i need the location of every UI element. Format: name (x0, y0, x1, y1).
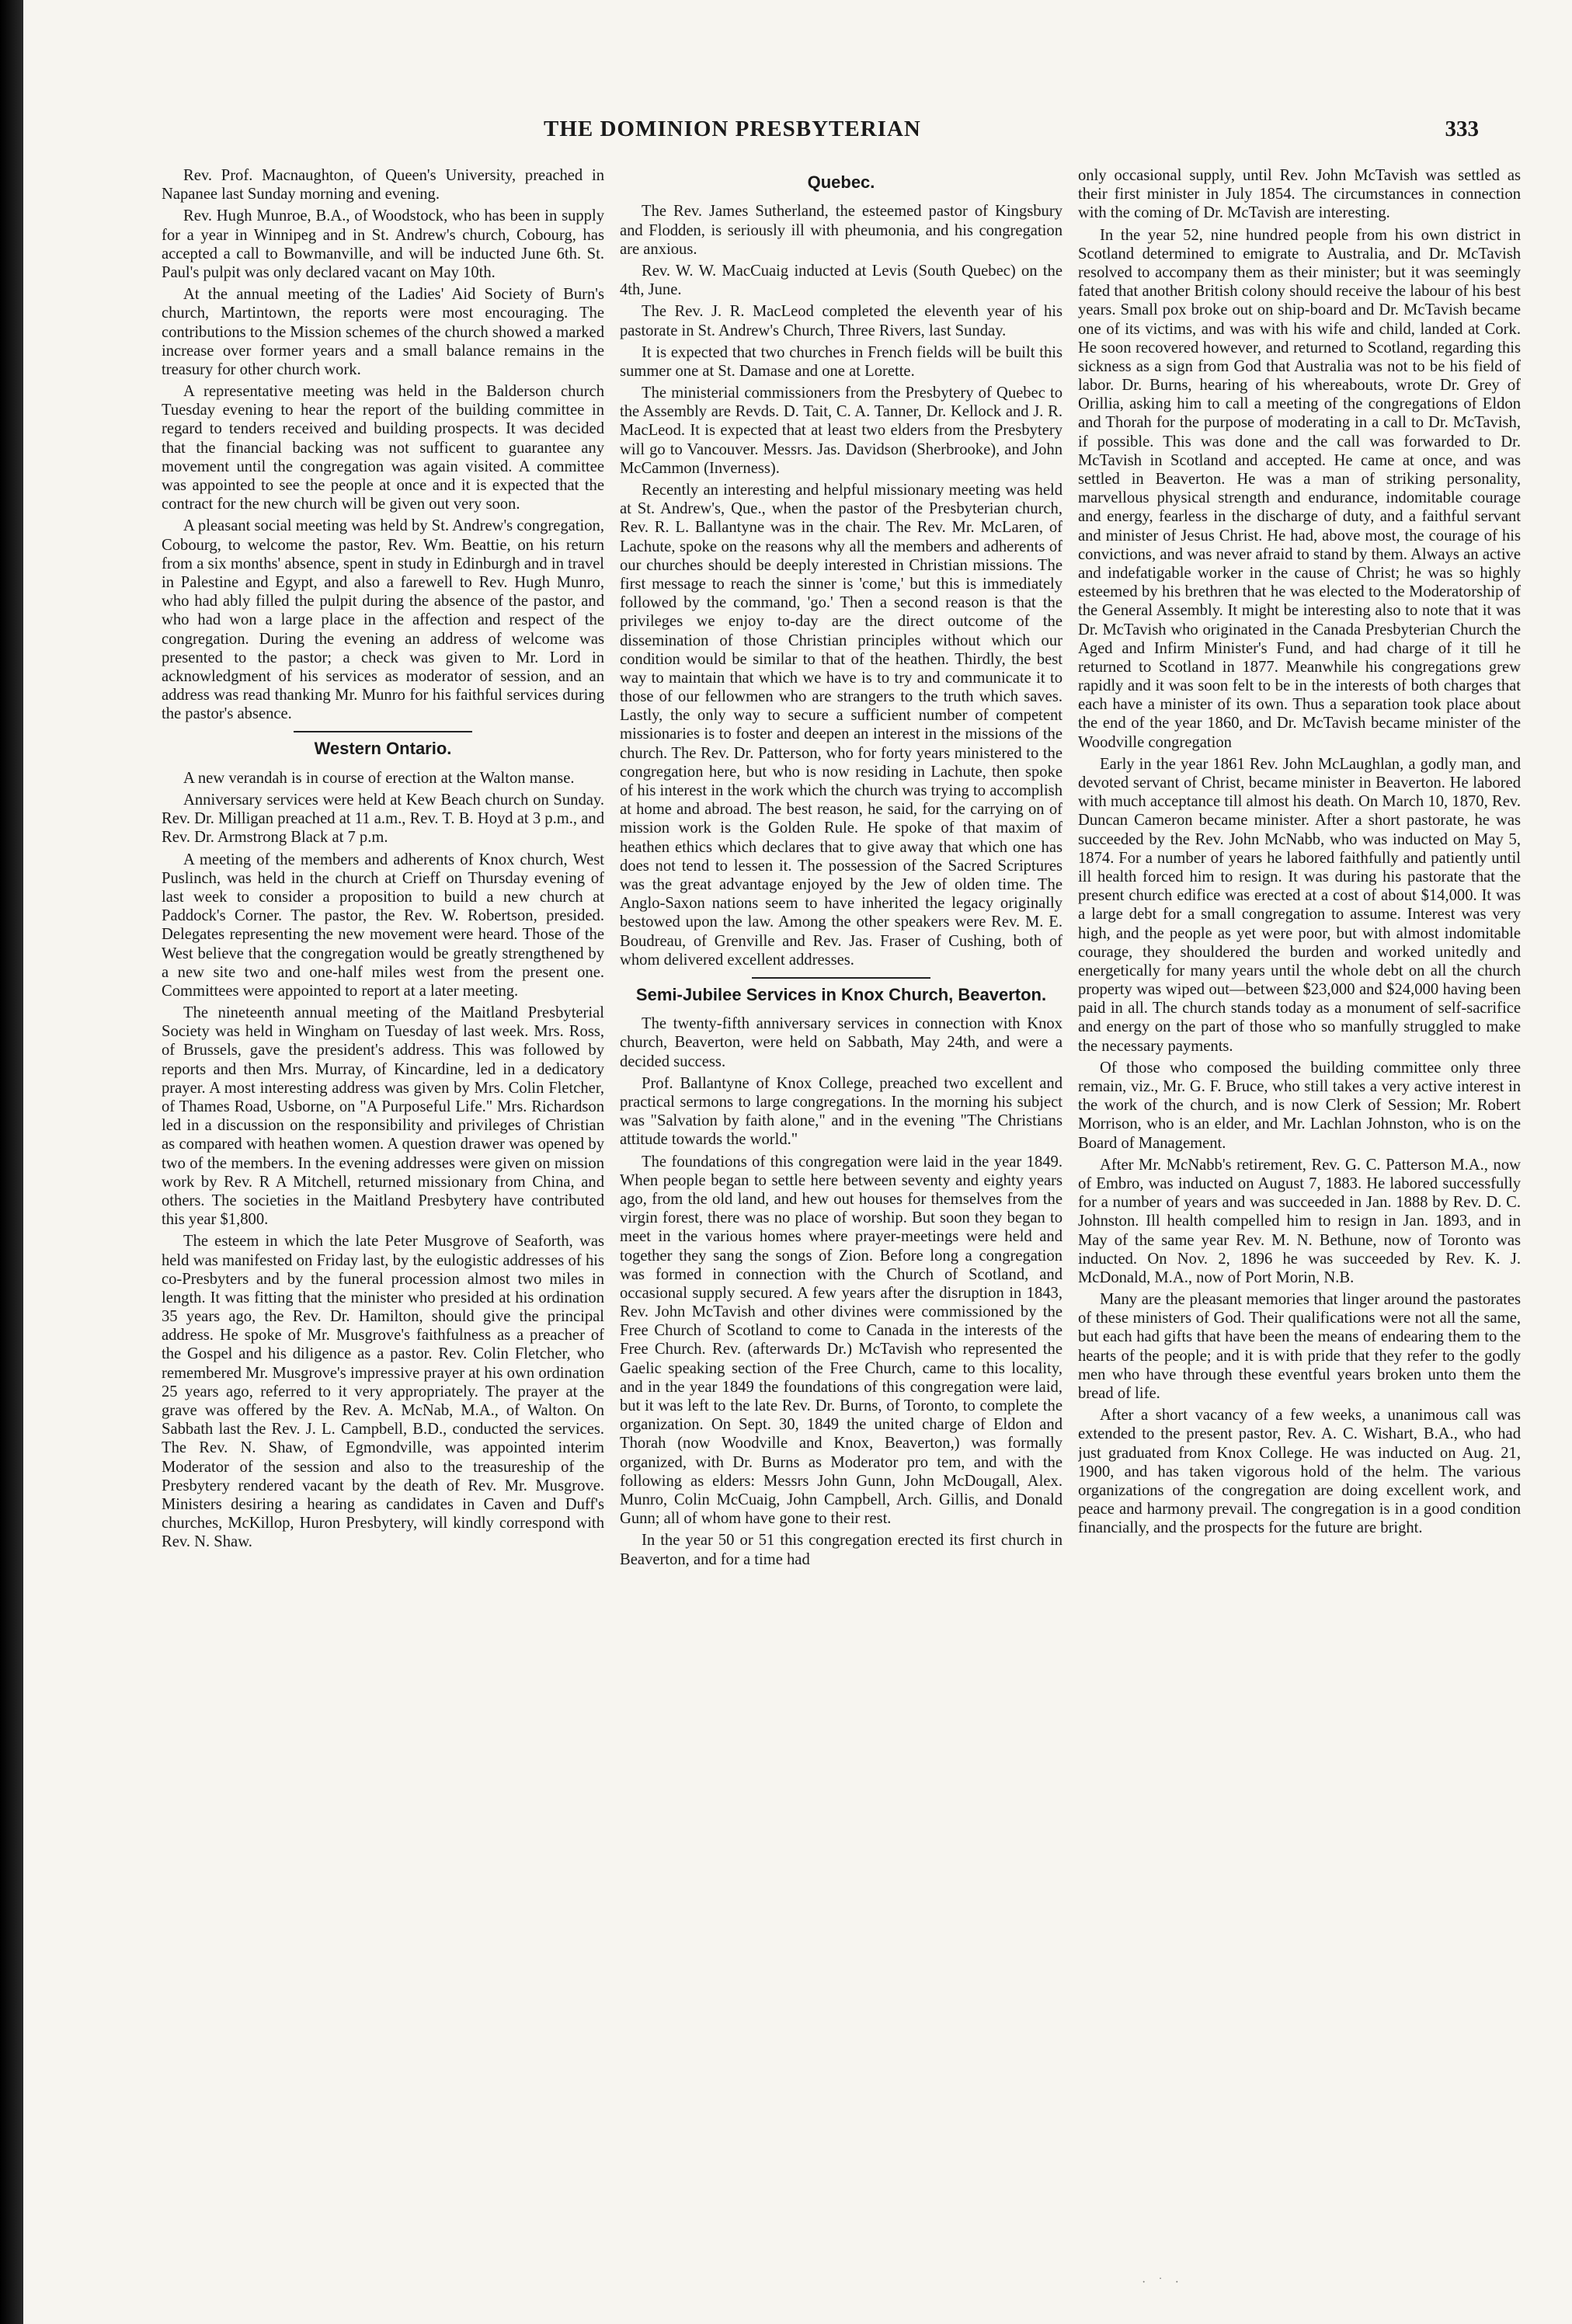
scan-left-edge (0, 0, 23, 2324)
article-paragraph: Rev. W. W. MacCuaig inducted at Levis (South Quebec) on the 4th, June. (620, 262, 1062, 299)
article-paragraph: At the annual meeting of the Ladies' Aid Society of Burn's church, Martintown, the reports were most encouraging. The contributions to the Mission schemes of the church showed a marked increase over former years and a small balance remains in the treasury for other church work. (162, 286, 604, 378)
article-paragraph: In the year 52, nine hundred people from his own district in Scotland determined to emigrate to Australia, and Dr. McTavish resolved to accompany them as their minister; but it was seemingly fated that another British colony should receive the labour of his best years. Small pox broke out on ship-board and Dr. McTavish became one of its victims, and was with his wife and child, landed at Cork. He soon recovered however, and returned to Scotland, regarding this sickness as a sign from God that Australia was not to be his field of labor. Dr. Burns, hearing of his whereabouts, wrote Dr. Grey of Orillia, asking him to call a meeting of the congregations of Eldon and Thorah for the purpose of moderating in a call to Dr. McTavish, if possible. This was done and the call was forwarded to Dr. McTavish in Scotland and accepted. He came at once, and was settled in Beaverton. He was a man of striking personality, marvellous physical strength and endurance, indomitable courage and energy, fearless in the discharge of duty, and a faithful servant and minister of Jesus Christ. He had, above most, the courage of his convictions, and was never afraid to stand by them. Always an active and indefatigable worker in the cause of Christ; he was so highly esteemed by his brethren that he was elected to the Moderatorship of the General Assembly. It might be interesting also to note that it was Dr. McTavish who originated in the Canada Presbyterian Church the Aged and Infirm Minister's Fund, and had charge of it till he returned to Scotland in 1877. Meanwhile his congregations grew rapidly and it was soon felt to be in the interests of both charges that each have a minister of its own. Thus a separation took place about the end of the year 1860, and Dr. McTavish became minister of the Woodville congregation (1078, 226, 1521, 751)
article-paragraph: A representative meeting was held in the Balderson church Tuesday evening to hear the report of the building committee in regard to tenders received and building prospects. It was decided that the financial backing was not sufficent to guarantee any movement until the congregation was again visited. A committee was appointed to see the people at once and it is expected that the contract for the new church will be given out very soon. (162, 383, 604, 513)
article-paragraph: After a short vacancy of a few weeks, a unanimous call was extended to the present pastor, Rev. A. C. Wishart, B.A., who had just graduated from Knox College. He was inducted on Aug. 21, 1900, and has taken vigorous hold of the helm. The various organizations of the congregation are doing excellent work, and peace and harmony prevail. The congregation is in a good condition financially, and the prospects for the future are bright. (1078, 1407, 1521, 1537)
page-number: 333 (1445, 117, 1479, 141)
article-paragraph: Anniversary services were held at Kew Beach church on Sunday. Rev. Dr. Milligan preached at 11 a.m., Rev. T. B. Hoyd at 3 p.m., and Rev. Dr. Armstrong Black at 7 p.m. (162, 791, 604, 847)
article-paragraph: It is expected that two churches in French fields will be built this summer one at St. Damase and one at Lorette. (620, 343, 1062, 380)
article-paragraph: Many are the pleasant memories that linger around the pastorates of these ministers of God. Their qualifications were not all the same, but each had gifts that have been the means of endearing them to the hearts of the people; and it is with pride that they refer to the godly men who have through these eventful years broken unto them the bread of life. (1078, 1291, 1521, 1402)
column-3 (1078, 166, 1521, 2225)
article-paragraph: Of those who composed the building committee only three remain, viz., Mr. G. F. Bruce, who still takes a very active interest in the work of the church, and is now Clerk of Session; Mr. Robert Morrison, who is an elder, and Mr. Lachlan Johnston, who is on the Board of Management. (1078, 1059, 1521, 1152)
scan-specks: · ˙ · (1142, 2276, 1184, 2289)
article-paragraph: Early in the year 1861 Rev. John McLaughlan, a godly man, and devoted servant of Christ, became minister in Beaverton. He labored with much acceptance till almost his death. On March 10, 1870, Rev. Duncan Cameron became minister. After a short pastorate, he was succeeded by the Rev. John McNabb, who was inducted on May 5, 1874. For a number of years he labored faithfully and patiently until ill health forced him to resign. It was during his pastorate that the present church edifice was erected at a cost of about $14,000. It was a large debt for a small congregation to assume. Interest was very high, and the people as yet were poor, but with almost indomitable courage, they shouldered the burden and worked unitedly and energetically for many years until the whole debt on all the church property was wiped out—between $23,000 and $24,000 having been paid in all. The church stands today as a monument of self-sacrifice and energy on the part of those who so manfully struggled to make the necessary payments. (1078, 755, 1521, 1055)
article-paragraph: only occasional supply, until Rev. John McTavish was settled as their first minister in July 1854. The circumstances in connection with the coming of Dr. McTavish are interesting. (1078, 167, 1521, 222)
section-heading: Semi-Jubilee Services in Knox Church, Beaverton. (635, 984, 1047, 1004)
article-paragraph: The foundations of this congregation were laid in the year 1849. When people began to settle here between seventy and eighty years ago, from the old land, and hew out houses for themselves from the virgin forest, there was no place of worship. But soon they began to meet in the various homes where prayer-meetings were held and together they sang the songs of Zion. Before long a congregation was formed in connection with the Church of Scotland, and occasional supply secured. A few years after the disruption in 1843, Rev. John McTavish and other divines were commissioned by the Free Church of Scotland to come to Canada in the interests of the Free Church. Rev. (afterwards Dr.) McTavish who represented the Gaelic speaking section of the Free Church, came to this locality, and in the year 1849 the foundations of this congregation were laid, but it was left to the late Rev. Dr. Burns, of Toronto, to complete the organization. On Sept. 30, 1849 the united charge of Eldon and Thorah (now Woodville and Knox, Beaverton,) was formally organized, with Dr. Burns as Moderator pro tem, and with the following as elders: Messrs John Gunn, John McDougall, Alex. Munro, Colin McCuaig, John Campbell, Arch. Gillis, and Donald Gunn; all of whom have gone to their rest. (620, 1153, 1062, 1528)
article-paragraph: In the year 50 or 51 this congregation erected its first church in Beaverton, and for a time had (620, 1532, 1062, 1568)
newspaper-page (23, 0, 1572, 2324)
article-paragraph: The twenty-fifth anniversary services in connection with Knox church, Beaverton, were held on Sabbath, May 24th, and were a decided success. (620, 1015, 1062, 1070)
article-paragraph: After Mr. McNabb's retirement, Rev. G. C. Patterson M.A., now of Embro, was inducted on August 7, 1883. He labored successfully for a number of years and was succeeded in Jan. 1888 by Rev. D. C. Johnston. Ill health compelled him to resign in Jan. 1893, and in May of the same year Rev. M. N. Bethune, now of Toronto was inducted. On Nov. 2, 1896 he was succeeded by Rev. K. J. McDonald, M.A., now of Port Morin, N.B. (1078, 1156, 1521, 1286)
article-paragraph: The esteem in which the late Peter Musgrove of Seaforth, was held was manifested on Friday last, by the eulogistic addresses of his co-Presbyters and by the funeral procession almost two miles in length. It was fitting that the minister who presided at his ordination 35 years ago, the Rev. Dr. Hamilton, should give the principal address. He spoke of Mr. Musgrove's faithfulness as a preacher of the Gospel and his diligence as a pastor. Rev. Colin Fletcher, who remembered Mr. Musgrove's impressive prayer at his own ordination 25 years ago, referred to it very appropriately. The prayer at the grave was offered by the Rev. A. McNab, M.A., of Walton. On Sabbath last the Rev. J. L. Campbell, B.D., conducted the services. The Rev. N. Shaw, of Egmondville, was appointed interim Moderator of the session and also to the treasureship of the Presbytery rendered vacant by the death of Rev. Mr. Musgrove. Ministers desiring a hearing as candidates in Caven and Duff's churches, McKillop, Huron Presbytery, will kindly correspond with Rev. N. Shaw. (162, 1233, 604, 1551)
article-paragraph: A pleasant social meeting was held by St. Andrew's congregation, Cobourg, to welcome the pastor, Rev. Wm. Beattie, on his return from a six months' absence, spent in study in Edinburgh and in travel in Palestine and Egypt, and also a farewell to Rev. Hugh Munro, who had ably filled the pulpit during the absence of the pastor, and who had won a large place in the affection and respect of the congregation. During the evening an address of welcome was presented to the pastor; a check was given to Mr. Lord in acknowledgment of his services as moderator of session, and an address was read thanking Mr. Munro for his faithful services during the pastor's absence. (162, 517, 604, 723)
article-paragraph: A meeting of the members and adherents of Knox church, West Puslinch, was held in the church at Crieff on Thursday evening of last week to consider a proposition to build a new church at Paddock's Corner. The pastor, the Rev. W. Robertson, presided. Delegates representing the new movement were heard. Those of the West believe that the congregation would be greatly strengthened by a new site two and one-half miles west from the present one. Committees were appointed to report at a later meeting. (162, 851, 604, 1000)
column-2 (620, 166, 1062, 2225)
article-paragraph: The Rev. James Sutherland, the esteemed pastor of Kingsbury and Flodden, is seriously ill with pheumonia, and his congregation are anxious. (620, 203, 1062, 258)
section-heading: Quebec. (807, 172, 875, 192)
article-paragraph: Rev. Hugh Munroe, B.A., of Woodstock, who has been in supply for a year in Winnipeg and in St. Andrew's church, Cobourg, has accepted a call to Bowmanville, and will be inducted June 6th. St. Paul's pulpit was only declared vacant on May 10th. (162, 207, 604, 281)
column-1 (162, 166, 604, 2225)
article-paragraph: Rev. Prof. Macnaughton, of Queen's University, preached in Napanee last Sunday morning and evening. (162, 167, 604, 204)
article-paragraph: The nineteenth annual meeting of the Maitland Presbyterial Society was held in Wingham on Tuesday of last week. Mrs. Ross, of Brussels, gave the president's address. This was followed by reports and then Mrs. Murray, of Kincardine, led in a dedicatory prayer. A most interesting address was given by Mrs. Colin Fletcher, of Thames Road, Usborne, on "A Purposeful Life." Mrs. Richardson led in a discussion on the responsibility and privileges of Christian as compared with heathen women. A question drawer was opened by two of the members. In the evening addresses were given on mission work by Rev. R A Mitchell, returned missionary from China, and others. The societies in the Maitland Presbytery have contributed this year $1,800. (162, 1004, 604, 1229)
section-divider (294, 731, 472, 732)
article-paragraph: The Rev. J. R. MacLeod completed the eleventh year of his pastorate in St. Andrew's Church, Three Rivers, last Sunday. (620, 303, 1062, 339)
article-paragraph: The ministerial commissioners from the Presbytery of Quebec to the Assembly are Revds. D. Tait, C. A. Tanner, Dr. Kellock and J. R. MacLeod. It is expected that at least two elders from the Presbytery will go to Vancouver. Messrs. Jas. Davidson (Sherbrooke), and John McCammon (Inverness). (620, 384, 1062, 477)
masthead-title: THE DOMINION PRESBYTERIAN (544, 117, 921, 141)
article-paragraph: Prof. Ballantyne of Knox College, preached two excellent and practical sermons to large congregations. In the morning his subject was "Salvation by faith alone," and in the evening "The Christians attitude towards the world." (620, 1074, 1062, 1149)
section-heading: Western Ontario. (314, 739, 452, 759)
article-paragraph: Recently an interesting and helpful missionary meeting was held at St. Andrew's, Que., when the pastor of the Presbyterian church, Rev. R. L. Ballantyne was in the chair. The Rev. Mr. McLaren, of Lachute, spoke on the reasons why all the members and adherents of our churches should be deeply interested in Christian missions. The first message to reach the sinner is 'come,' but this is immediately followed by the command, 'go.' Then a second reason is that the privileges we enjoy to-day are the direct outcome of the dissemination of those Christian principles without which our condition would be similar to that of the heathen. Thirdly, the best way to maintain that which we have is to try and communicate it to those of our fellowmen who are strangers to the truth which saves. Lastly, the only way to secure a sufficient number of competent missionaries is to foster and deepen an interest in the missions of the church. The Rev. Dr. Patterson, who for forty years ministered to the congregation here, but who is now residing in Lachute, then spoke of his interest in the work which the church was trying to accomplish at home and abroad. The best reason, he said, for the carrying on of mission work is the Golden Rule. He spoke of that maxim of heathen ethics which declares that to give away that which one has does not tend to lessen it. The possession of the Sacred Scriptures was the great advantage enjoyed by the Jew of olden time. The Anglo-Saxon nations seem to have inherited the legacy originally bestowed upon the law. Among the other speakers were Rev. M. E. Boudreau, of Grenville and Rev. Jas. Fraser of Cushing, both of whom delivered excellent addresses. (620, 482, 1062, 969)
article-paragraph: A new verandah is in course of erection at the Walton manse. (183, 769, 575, 787)
section-divider (752, 977, 930, 979)
page-header (23, 117, 1572, 148)
